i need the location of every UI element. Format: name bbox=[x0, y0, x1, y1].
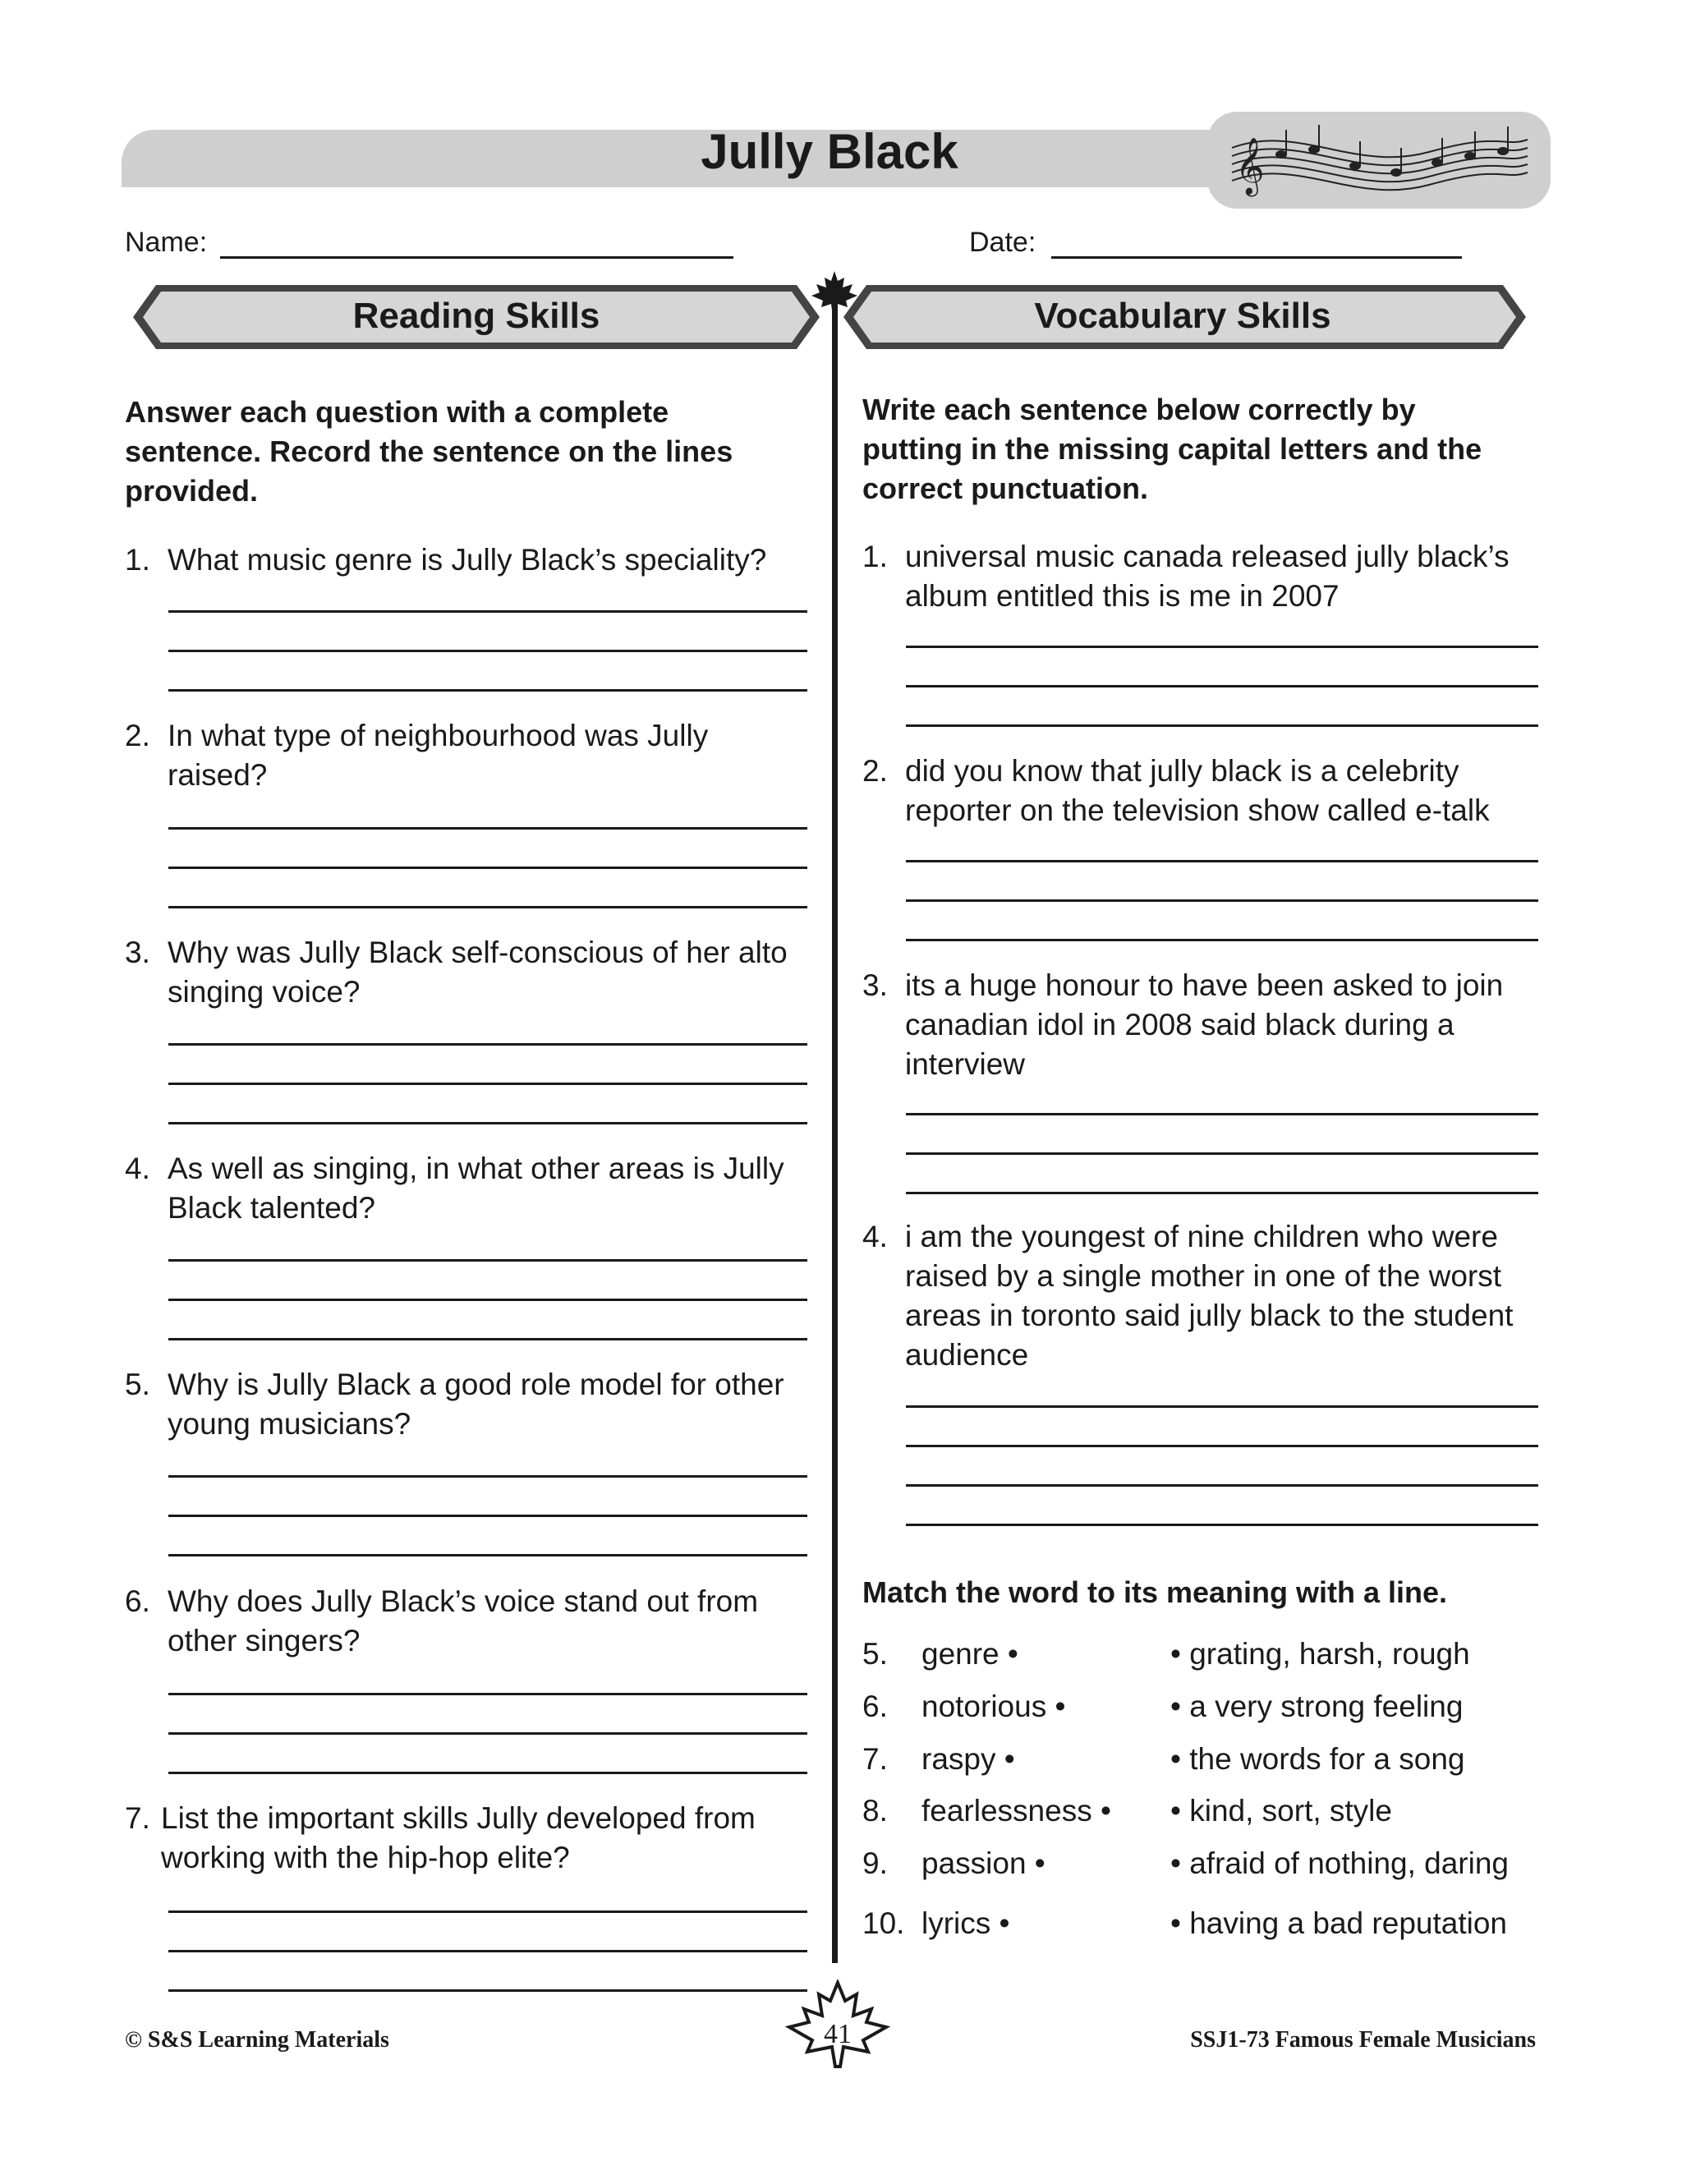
page-number: 41 bbox=[824, 2019, 852, 2049]
match-meaning[interactable]: • grating, harsh, rough bbox=[1170, 1637, 1470, 1671]
sentence-text: i am the youngest of nine children who were raised by a single mother in one of the worst areas in toronto said jully black to the student audience bbox=[905, 1220, 1514, 1372]
match-number: 7. bbox=[862, 1742, 888, 1776]
match-number: 5. bbox=[862, 1637, 888, 1671]
question-text: List the important skills Jully developed from working with the hip-hop elite? bbox=[161, 1801, 756, 1874]
match-meaning[interactable]: • afraid of nothing, daring bbox=[1170, 1846, 1510, 1880]
match-number: 6. bbox=[862, 1690, 888, 1723]
answer-line[interactable] bbox=[906, 1445, 1538, 1447]
question-text: Why was Jully Black self-conscious of her alto singing voice? bbox=[168, 936, 788, 1009]
answer-line[interactable] bbox=[168, 1515, 807, 1517]
match-meaning[interactable]: • the words for a song bbox=[1170, 1742, 1465, 1776]
answer-line[interactable] bbox=[906, 1524, 1538, 1526]
answer-line[interactable] bbox=[168, 1475, 807, 1478]
date-label: Date: bbox=[969, 227, 1036, 258]
answer-line[interactable] bbox=[906, 939, 1538, 941]
answer-line[interactable] bbox=[168, 1554, 807, 1556]
answer-line[interactable] bbox=[906, 1152, 1538, 1155]
match-word[interactable]: notorious • bbox=[921, 1690, 1066, 1723]
question-number: 4. bbox=[125, 1152, 150, 1185]
question-text: In what type of neighbourhood was Jully raised? bbox=[168, 719, 709, 792]
match-word[interactable]: lyrics • bbox=[921, 1906, 1010, 1940]
answer-line[interactable] bbox=[168, 610, 807, 613]
answer-line[interactable] bbox=[168, 1693, 807, 1695]
question-number: 7. bbox=[125, 1801, 150, 1835]
answer-line[interactable] bbox=[906, 724, 1538, 727]
question-number: 1. bbox=[125, 543, 150, 577]
answer-line[interactable] bbox=[168, 1122, 807, 1124]
match-number: 9. bbox=[862, 1846, 888, 1880]
page-title: Jully Black bbox=[701, 124, 958, 179]
answer-line[interactable] bbox=[168, 1732, 807, 1735]
answer-line[interactable] bbox=[906, 685, 1538, 687]
match-number: 10. bbox=[862, 1906, 905, 1940]
question-number: 3. bbox=[125, 936, 150, 969]
answer-line[interactable] bbox=[168, 867, 807, 869]
answer-line[interactable] bbox=[168, 689, 807, 692]
match-number: 8. bbox=[862, 1794, 888, 1828]
sentence-text: universal music canada released jully black’s album entitled this is me in 2007 bbox=[905, 540, 1510, 613]
answer-line[interactable] bbox=[168, 1338, 807, 1340]
answer-line[interactable] bbox=[906, 899, 1538, 902]
svg-text:𝄞: 𝄞 bbox=[1235, 137, 1265, 195]
answer-line[interactable] bbox=[906, 1484, 1538, 1487]
question-number: 2. bbox=[125, 719, 150, 752]
date-field[interactable] bbox=[1051, 256, 1462, 259]
answer-line[interactable] bbox=[906, 646, 1538, 648]
maple-leaf-icon bbox=[810, 269, 859, 319]
sentence-number: 4. bbox=[862, 1220, 888, 1253]
name-label: Name: bbox=[125, 227, 208, 258]
question-number: 6. bbox=[125, 1584, 150, 1618]
sentence-text: did you know that jully black is a celebrity reporter on the television show called e-talk bbox=[905, 754, 1490, 827]
answer-line[interactable] bbox=[168, 1299, 807, 1301]
answer-line[interactable] bbox=[906, 1192, 1538, 1194]
music-staff-icon bbox=[1224, 115, 1536, 205]
answer-line[interactable] bbox=[168, 650, 807, 652]
match-meaning[interactable]: • having a bad reputation bbox=[1170, 1906, 1507, 1940]
sentence-number: 2. bbox=[862, 754, 888, 788]
question-text: Why is Jully Black a good role model for other young musicians? bbox=[168, 1368, 784, 1441]
sentence-number: 1. bbox=[862, 540, 888, 573]
footer-copyright: © S&S Learning Materials bbox=[125, 2027, 389, 2053]
answer-line[interactable] bbox=[168, 1910, 807, 1913]
answer-line[interactable] bbox=[906, 1113, 1538, 1115]
answer-line[interactable] bbox=[168, 1989, 807, 1992]
answer-line[interactable] bbox=[906, 860, 1538, 862]
reading-instructions: Answer each question with a complete sentence. Record the sentence on the lines provided. bbox=[125, 395, 733, 508]
match-meaning[interactable]: • a very strong feeling bbox=[1170, 1690, 1464, 1723]
name-field[interactable] bbox=[220, 256, 733, 259]
answer-line[interactable] bbox=[168, 1083, 807, 1085]
answer-line[interactable] bbox=[168, 1259, 807, 1262]
answer-line[interactable] bbox=[168, 827, 807, 830]
question-number: 5. bbox=[125, 1368, 150, 1401]
answer-line[interactable] bbox=[168, 1772, 807, 1774]
question-text: As well as singing, in what other areas is Jully Black talented? bbox=[168, 1152, 784, 1225]
sentence-text: its a huge honour to have been asked to join canadian idol in 2008 said black during a interview bbox=[905, 968, 1504, 1081]
answer-line[interactable] bbox=[906, 1405, 1538, 1408]
match-meaning[interactable]: • kind, sort, style bbox=[1170, 1794, 1392, 1828]
match-word[interactable]: genre • bbox=[921, 1637, 1018, 1671]
vocabulary-instructions: Write each sentence below correctly by putting in the missing capital letters and the correct punctuation. bbox=[862, 393, 1482, 505]
matching-instructions: Match the word to its meaning with a line. bbox=[862, 1575, 1448, 1609]
question-text: Why does Jully Black’s voice stand out from other singers? bbox=[168, 1584, 759, 1658]
match-word[interactable]: raspy • bbox=[921, 1742, 1015, 1776]
sentence-number: 3. bbox=[862, 968, 888, 1002]
answer-line[interactable] bbox=[168, 1043, 807, 1046]
answer-line[interactable] bbox=[168, 906, 807, 908]
vocabulary-skills-heading: Vocabulary Skills bbox=[1034, 296, 1331, 336]
question-text: What music genre is Jully Black’s speciality? bbox=[168, 543, 767, 577]
match-word[interactable]: fearlessness • bbox=[921, 1794, 1111, 1828]
footer-series: SSJ1-73 Famous Female Musicians bbox=[1190, 2027, 1536, 2053]
reading-skills-heading: Reading Skills bbox=[352, 296, 600, 336]
match-word[interactable]: passion • bbox=[921, 1846, 1046, 1880]
answer-line[interactable] bbox=[168, 1950, 807, 1952]
